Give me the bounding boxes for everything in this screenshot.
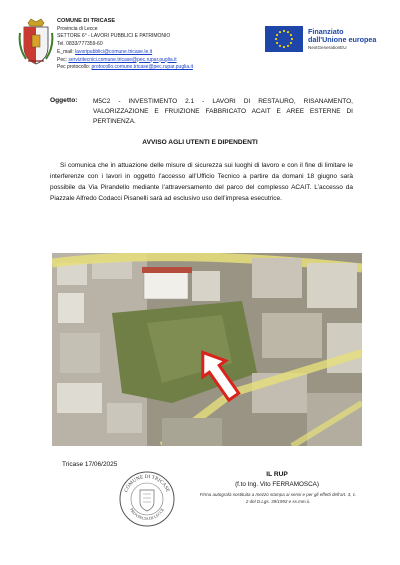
province: Provincia di Lecce	[57, 25, 98, 32]
eu-star	[290, 34, 292, 36]
rup-name: (f.to Ing. Vito FERRAMOSCA)	[235, 481, 319, 488]
svg-text:PROVINCIA DI LECCE: PROVINCIA DI LECCE	[128, 507, 166, 521]
telephone: Tel. 0833/777359-60	[57, 41, 103, 48]
notice-body: Si comunica che in attuazione delle misure di sicurezza sui luoghi di lavoro e con il fine di limitare le interferenze con i lavori in oggetto l’accesso all’Ufficio Tecnico a partire da domani 18 giugno sarà possibile da Via Pirandello mediante l’attraversamento del parco del complesso ACAIT. L’accesso da Piazzale Alfredo Codacci Pisanelli sarà ad esclusivo uso dell’impresa esecutrice.	[50, 162, 353, 202]
eu-line-3: NextGenerationEU	[308, 45, 347, 50]
aerial-map	[52, 253, 362, 446]
svg-text:COMUNE DI TRICASE: COMUNE DI TRICASE	[123, 473, 171, 494]
aerial-map-image	[52, 253, 362, 446]
eu-star	[279, 31, 281, 33]
notice-title: AVVISO AGLI UTENTI E DIPENDENTI	[142, 139, 258, 146]
eu-line-1: Finanziato	[308, 27, 344, 36]
eu-star	[283, 46, 285, 48]
eu-funding-logo	[265, 26, 380, 56]
email-label: E_mail:	[57, 48, 76, 55]
eu-star	[275, 38, 277, 40]
pec-protocollo-link[interactable]: protocollo.comune.tricase@pec.rupar.puglia.it	[91, 64, 193, 71]
settore: SETTORE 6° - LAVORI PUBBLICI E PATRIMONIO	[57, 33, 171, 40]
org-name: COMUNE DI TRICASE	[57, 18, 116, 24]
municipal-stamp	[118, 470, 176, 528]
eu-star	[283, 30, 285, 32]
eu-star	[291, 38, 293, 40]
document-date: Tricase 17/06/2025	[62, 461, 118, 468]
eu-star	[276, 34, 278, 36]
signature-note: Firma autografa sostituita a mezzo stampa ai sensi e per gli effetti dell’art. 3, c. 2 del D.Lgs. 39/1993 e ss.mm.ii.	[199, 492, 357, 504]
email-link[interactable]: lavoripubblici@comune.tricase.le.it	[75, 48, 153, 55]
letterhead	[57, 18, 193, 72]
pec-protocollo-label: Pec protocollo:	[57, 64, 92, 71]
rup-title: IL RUP	[266, 471, 288, 478]
eu-star	[276, 42, 278, 44]
eu-star	[287, 45, 289, 47]
eu-line-2: dall'Unione europea	[308, 35, 377, 44]
eu-flag-icon	[265, 26, 303, 52]
eu-star	[287, 31, 289, 33]
pec-label: Pec:	[57, 56, 69, 63]
pec-link[interactable]: servizitecnici.comune.tricase@pec.rupar.puglia.it	[68, 56, 177, 63]
oggetto-label: Oggetto:	[50, 97, 78, 104]
eu-star	[279, 45, 281, 47]
oggetto-text: M5C2 - INVESTIMENTO 2.1 - LAVORI DI RESTAURO, RISANAMENTO, VALORIZZAZIONE E FRUIZIONE FABBRICATO ACAIT E AREE ESTERNE DI PERTINENZA.	[93, 98, 353, 125]
eu-star	[290, 42, 292, 44]
coat-of-arms-icon	[18, 17, 54, 67]
